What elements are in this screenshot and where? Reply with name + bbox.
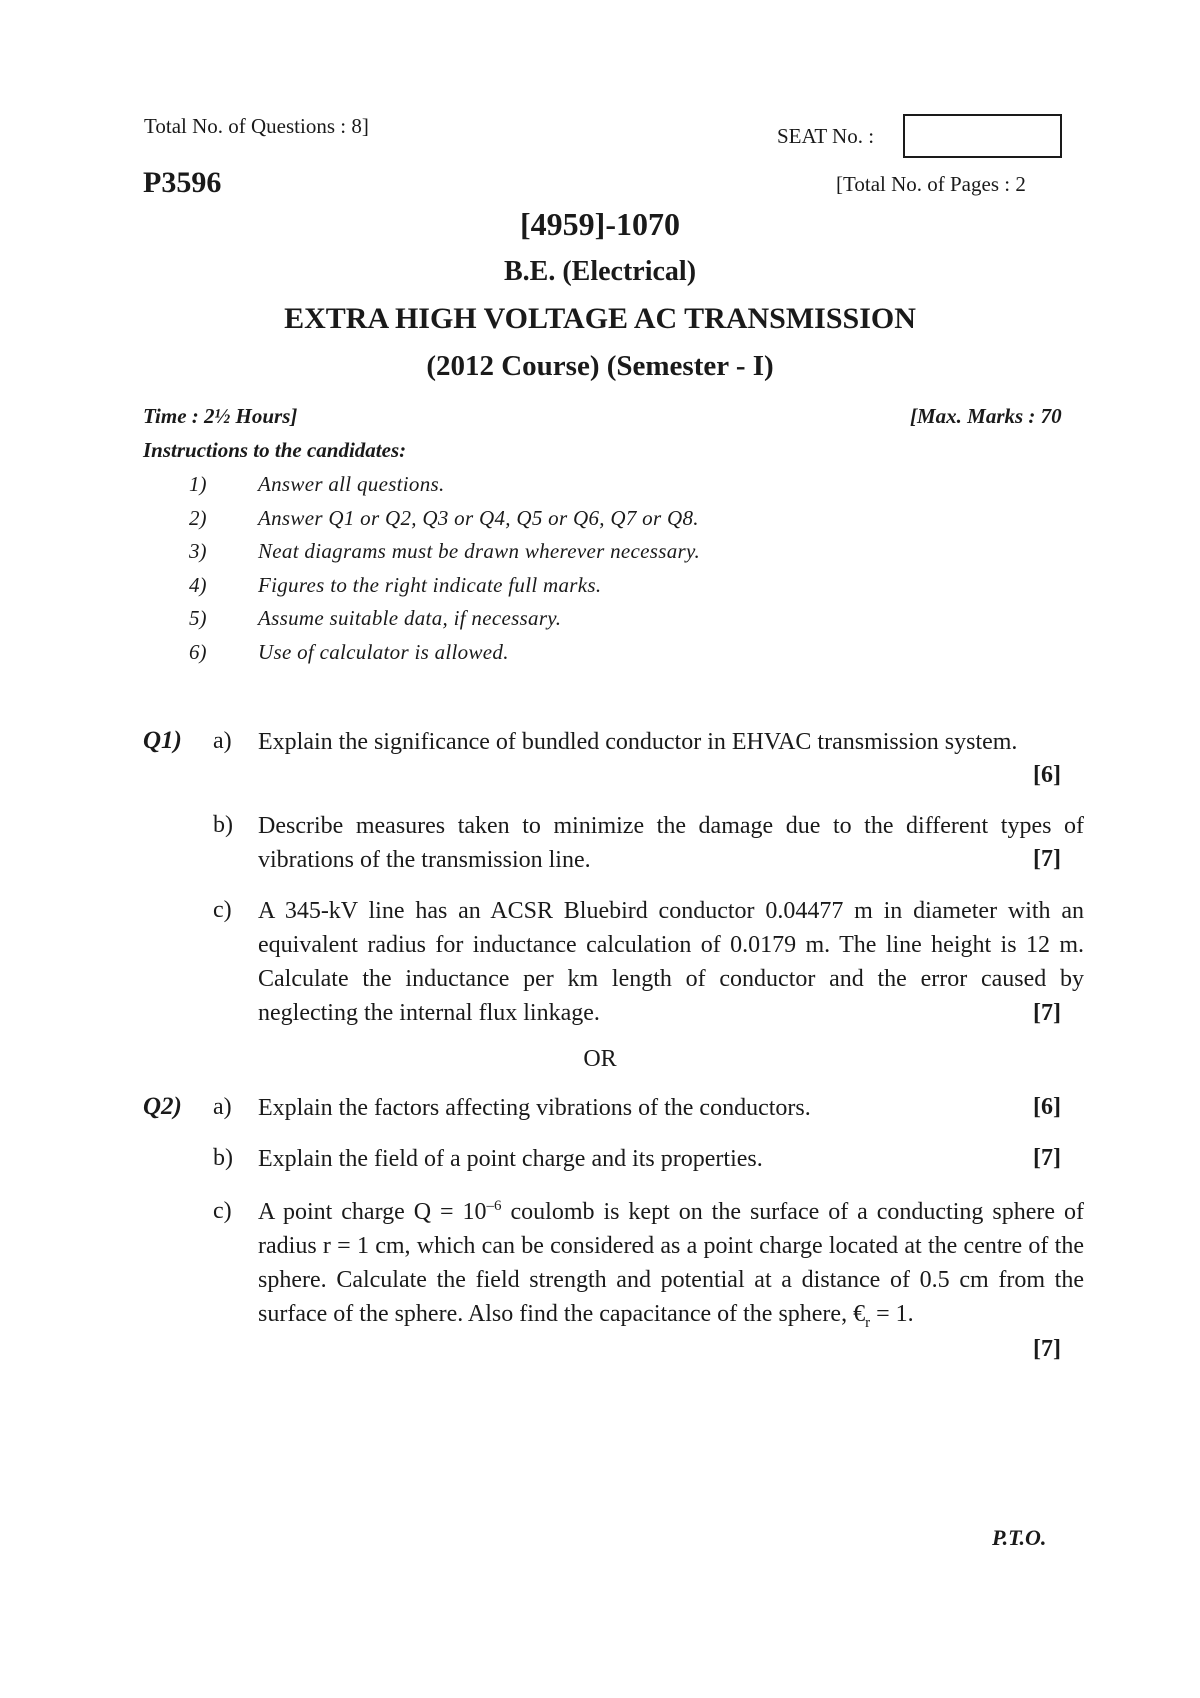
instruction-text: Assume suitable data, if necessary. xyxy=(258,606,562,630)
subscript: r xyxy=(865,1314,871,1331)
instruction-text: Neat diagrams must be drawn wherever necessary. xyxy=(258,539,701,563)
question-text: Describe measures taken to minimize the damage due to the different types of vibrations of the transmission line. xyxy=(258,813,1084,873)
sub-question-label: b) xyxy=(213,812,233,838)
question-marks: [7] xyxy=(1033,846,1061,872)
question-marks: [6] xyxy=(1033,1094,1061,1120)
seat-number-box xyxy=(903,114,1062,158)
question-marks: [6] xyxy=(1033,762,1061,788)
question-marks: [7] xyxy=(1033,1000,1061,1026)
total-questions: Total No. of Questions : 8] xyxy=(144,114,369,138)
sub-question-label: a) xyxy=(213,1094,232,1120)
sub-question-label: b) xyxy=(213,1145,233,1171)
instruction-number: 5) xyxy=(189,606,207,630)
exam-code: [4959]-1070 xyxy=(520,206,680,242)
question-text: A 345-kV line has an ACSR Bluebird conductor 0.04477 m in diameter with an equivalent radius for inductance calculation of 0.0179 m. The line height is 12 m. Calculate the inductance per km length of conductor and the error caused by neglecting the internal flux linkage. xyxy=(258,898,1084,1026)
instruction-number: 6) xyxy=(189,640,207,664)
instruction-text: Use of calculator is allowed. xyxy=(258,640,509,664)
sub-question-label: c) xyxy=(213,1198,232,1224)
instruction-number: 1) xyxy=(189,472,207,496)
paper-code: P3596 xyxy=(143,166,222,199)
subject-title: EXTRA HIGH VOLTAGE AC TRANSMISSION xyxy=(284,302,916,335)
max-marks: [Max. Marks : 70 xyxy=(910,404,1062,428)
instruction-number: 4) xyxy=(189,573,207,597)
sub-question-label: a) xyxy=(213,728,232,754)
pto-label: P.T.O. xyxy=(992,1525,1047,1550)
instruction-text: Figures to the right indicate full marks. xyxy=(258,573,602,597)
question-text-part: coulomb is kept on the surface of a conducting sphere of radius r = 1 cm, which can be considered as a point charge located at the centre of the sphere. Calculate the field strength and potential at a distance of 0.5 cm from the surface of the sphere. Also find the capacitance of the sphere, € xyxy=(258,1199,1084,1327)
question-marks: [7] xyxy=(1033,1145,1061,1171)
course-title: (2012 Course) (Semester - I) xyxy=(426,350,774,382)
instructions-heading: Instructions to the candidates: xyxy=(143,438,407,462)
sub-question-label: c) xyxy=(213,897,232,923)
instruction-number: 2) xyxy=(189,506,207,530)
instruction-number: 3) xyxy=(189,539,207,563)
seat-label: SEAT No. : xyxy=(777,124,875,148)
instruction-text: Answer Q1 or Q2, Q3 or Q4, Q5 or Q6, Q7 or Q8. xyxy=(258,506,699,530)
question-label: Q1) xyxy=(143,727,182,754)
question-text: Explain the field of a point charge and its properties. xyxy=(258,1146,763,1172)
question-text: Explain the significance of bundled conductor in EHVAC transmission system. xyxy=(258,729,1018,755)
total-pages: [Total No. of Pages : 2 xyxy=(836,172,1026,196)
question-text: Explain the factors affecting vibrations of the conductors. xyxy=(258,1095,811,1121)
exponent: –6 xyxy=(486,1198,502,1214)
question-text xyxy=(258,1195,1084,1331)
or-separator: OR xyxy=(583,1046,617,1072)
question-text-part: A point charge Q = 10 xyxy=(258,1199,487,1225)
question-label: Q2) xyxy=(143,1093,182,1120)
degree-title: B.E. (Electrical) xyxy=(503,256,697,287)
question-marks: [7] xyxy=(1033,1336,1061,1362)
instruction-text: Answer all questions. xyxy=(258,472,445,496)
time-allowed: Time : 2½ Hours] xyxy=(143,404,298,428)
question-text-part: = 1. xyxy=(870,1301,914,1327)
